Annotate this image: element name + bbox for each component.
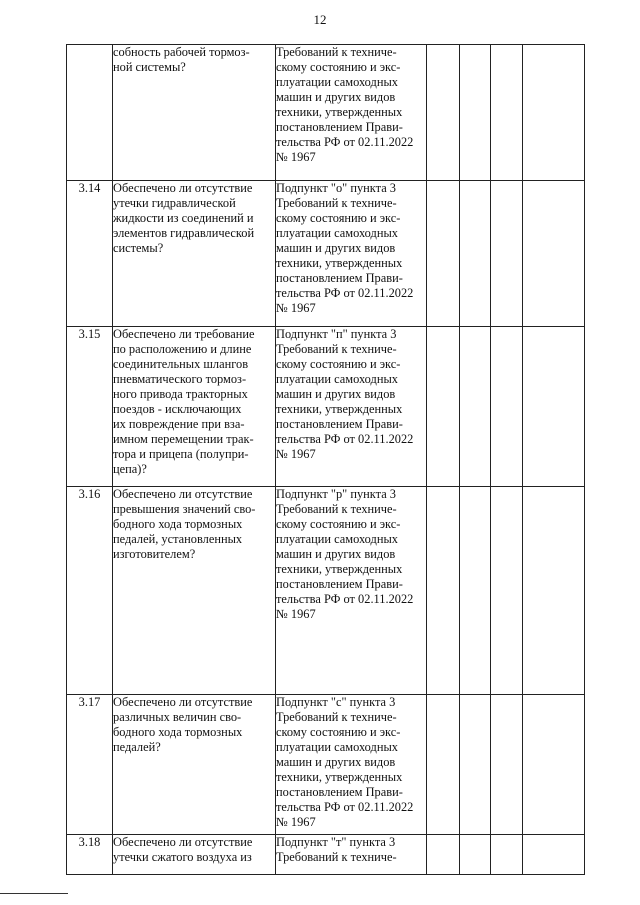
reference-line: Требований к техниче- (276, 710, 397, 724)
reference-line: машин и других видов (276, 755, 396, 769)
reference-cell (276, 487, 427, 695)
question-line: педалей, установленных (113, 532, 243, 546)
question-line: утечки гидравлической (113, 196, 236, 210)
answer-cell-3 (491, 181, 523, 327)
reference-line: Подпункт "с" пункта 3 (276, 695, 396, 709)
item-number: 3.18 (67, 835, 113, 875)
reference-line: скому состоянию и экс- (276, 725, 401, 739)
item-number: 3.15 (67, 327, 113, 487)
answer-cell-3 (491, 695, 523, 835)
question-line: педалей? (113, 740, 161, 754)
question-cell (113, 45, 276, 181)
question-line: утечки сжатого воздуха из (113, 850, 252, 864)
answer-cell-3 (491, 835, 523, 875)
item-number: 3.17 (67, 695, 113, 835)
question-cell (113, 487, 276, 695)
reference-line: техники, утвержденных (276, 562, 403, 576)
answer-cell-4 (523, 327, 585, 487)
question-line: поездов - исключающих (113, 402, 242, 416)
question-cell (113, 835, 276, 875)
reference-line: № 1967 (276, 150, 316, 164)
reference-line: техники, утвержденных (276, 770, 403, 784)
table-body (67, 45, 585, 875)
reference-line: Требований к техниче- (276, 850, 397, 864)
question-line: имном перемещении трак- (113, 432, 254, 446)
question-line: тора и прицепа (полупри- (113, 447, 249, 461)
reference-line: плуатации самоходных (276, 226, 398, 240)
item-number: 3.14 (67, 181, 113, 327)
answer-cell-4 (523, 181, 585, 327)
reference-line: скому состоянию и экс- (276, 60, 401, 74)
question-line: Обеспечено ли отсутствие (113, 695, 253, 709)
footer-rule (0, 893, 68, 894)
question-line: ной системы? (113, 60, 186, 74)
answer-cell-2 (460, 695, 491, 835)
question-line: превышения значений сво- (113, 502, 256, 516)
reference-cell (276, 835, 427, 875)
reference-line: Подпункт "о" пункта 3 (276, 181, 396, 195)
answer-cell-4 (523, 487, 585, 695)
answer-cell-4 (523, 45, 585, 181)
page-number: 12 (313, 12, 327, 27)
answer-cell-2 (460, 45, 491, 181)
item-number: 3.16 (67, 487, 113, 695)
question-line: бодного хода тормозных (113, 517, 243, 531)
reference-line: техники, утвержденных (276, 402, 403, 416)
reference-line: № 1967 (276, 447, 316, 461)
reference-line: № 1967 (276, 301, 316, 315)
reference-line: тельства РФ от 02.11.2022 (276, 800, 414, 814)
question-line: различных величин сво- (113, 710, 242, 724)
reference-line: тельства РФ от 02.11.2022 (276, 432, 414, 446)
question-line: соединительных шлангов (113, 357, 249, 371)
reference-line: плуатации самоходных (276, 372, 398, 386)
table-row (67, 835, 585, 875)
answer-cell-1 (427, 327, 460, 487)
table-row (67, 181, 585, 327)
answer-cell-1 (427, 695, 460, 835)
reference-line: скому состоянию и экс- (276, 211, 401, 225)
reference-line: машин и других видов (276, 387, 396, 401)
answer-cell-2 (460, 181, 491, 327)
question-line: цепа)? (113, 462, 147, 476)
reference-line: машин и других видов (276, 547, 396, 561)
question-line: собность рабочей тормоз- (113, 45, 250, 59)
reference-cell (276, 695, 427, 835)
question-line: жидкости из соединений и (113, 211, 254, 225)
question-line: Обеспечено ли отсутствие (113, 487, 253, 501)
question-line: Обеспечено ли отсутствие (113, 181, 253, 195)
reference-line: постановлением Прави- (276, 120, 403, 134)
answer-cell-2 (460, 327, 491, 487)
table-row (67, 327, 585, 487)
answer-cell-1 (427, 835, 460, 875)
reference-line: плуатации самоходных (276, 740, 398, 754)
reference-line: скому состоянию и экс- (276, 357, 401, 371)
answer-cell-3 (491, 487, 523, 695)
reference-line: Требований к техниче- (276, 502, 397, 516)
answer-cell-3 (491, 327, 523, 487)
answer-cell-4 (523, 835, 585, 875)
reference-line: Подпункт "т" пункта 3 (276, 835, 396, 849)
question-line: Обеспечено ли требование (113, 327, 255, 341)
reference-line: Требований к техниче- (276, 196, 397, 210)
reference-line: тельства РФ от 02.11.2022 (276, 286, 414, 300)
answer-cell-1 (427, 45, 460, 181)
answer-cell-4 (523, 695, 585, 835)
reference-line: Подпункт "р" пункта 3 (276, 487, 396, 501)
answer-cell-2 (460, 835, 491, 875)
answer-cell-1 (427, 487, 460, 695)
reference-line: плуатации самоходных (276, 75, 398, 89)
question-line: элементов гидравлической (113, 226, 255, 240)
item-number (67, 45, 113, 181)
question-line: ного привода тракторных (113, 387, 248, 401)
question-line: пневматического тормоз- (113, 372, 247, 386)
reference-line: скому состоянию и экс- (276, 517, 401, 531)
reference-line: тельства РФ от 02.11.2022 (276, 135, 414, 149)
question-line: их повреждение при вза- (113, 417, 245, 431)
question-line: по расположению и длине (113, 342, 252, 356)
answer-cell-3 (491, 45, 523, 181)
question-cell (113, 181, 276, 327)
reference-line: техники, утвержденных (276, 105, 403, 119)
reference-line: машин и других видов (276, 90, 396, 104)
table-row (67, 45, 585, 181)
question-line: Обеспечено ли отсутствие (113, 835, 253, 849)
question-line: изготовителем? (113, 547, 196, 561)
reference-line: плуатации самоходных (276, 532, 398, 546)
reference-cell (276, 327, 427, 487)
reference-line: Подпункт "п" пункта 3 (276, 327, 397, 341)
reference-cell (276, 181, 427, 327)
reference-line: Требований к техниче- (276, 45, 397, 59)
question-line: системы? (113, 241, 164, 255)
reference-line: постановлением Прави- (276, 785, 403, 799)
answer-cell-1 (427, 181, 460, 327)
reference-line: постановлением Прави- (276, 417, 403, 431)
reference-line: машин и других видов (276, 241, 396, 255)
reference-line: № 1967 (276, 607, 316, 621)
table-row (67, 487, 585, 695)
reference-line: постановлением Прави- (276, 271, 403, 285)
table-row (67, 695, 585, 835)
reference-cell (276, 45, 427, 181)
question-cell (113, 695, 276, 835)
checklist-table (66, 44, 585, 875)
answer-cell-2 (460, 487, 491, 695)
question-cell (113, 327, 276, 487)
reference-line: Требований к техниче- (276, 342, 397, 356)
reference-line: тельства РФ от 02.11.2022 (276, 592, 414, 606)
reference-line: № 1967 (276, 815, 316, 829)
reference-line: постановлением Прави- (276, 577, 403, 591)
question-line: бодного хода тормозных (113, 725, 243, 739)
reference-line: техники, утвержденных (276, 256, 403, 270)
